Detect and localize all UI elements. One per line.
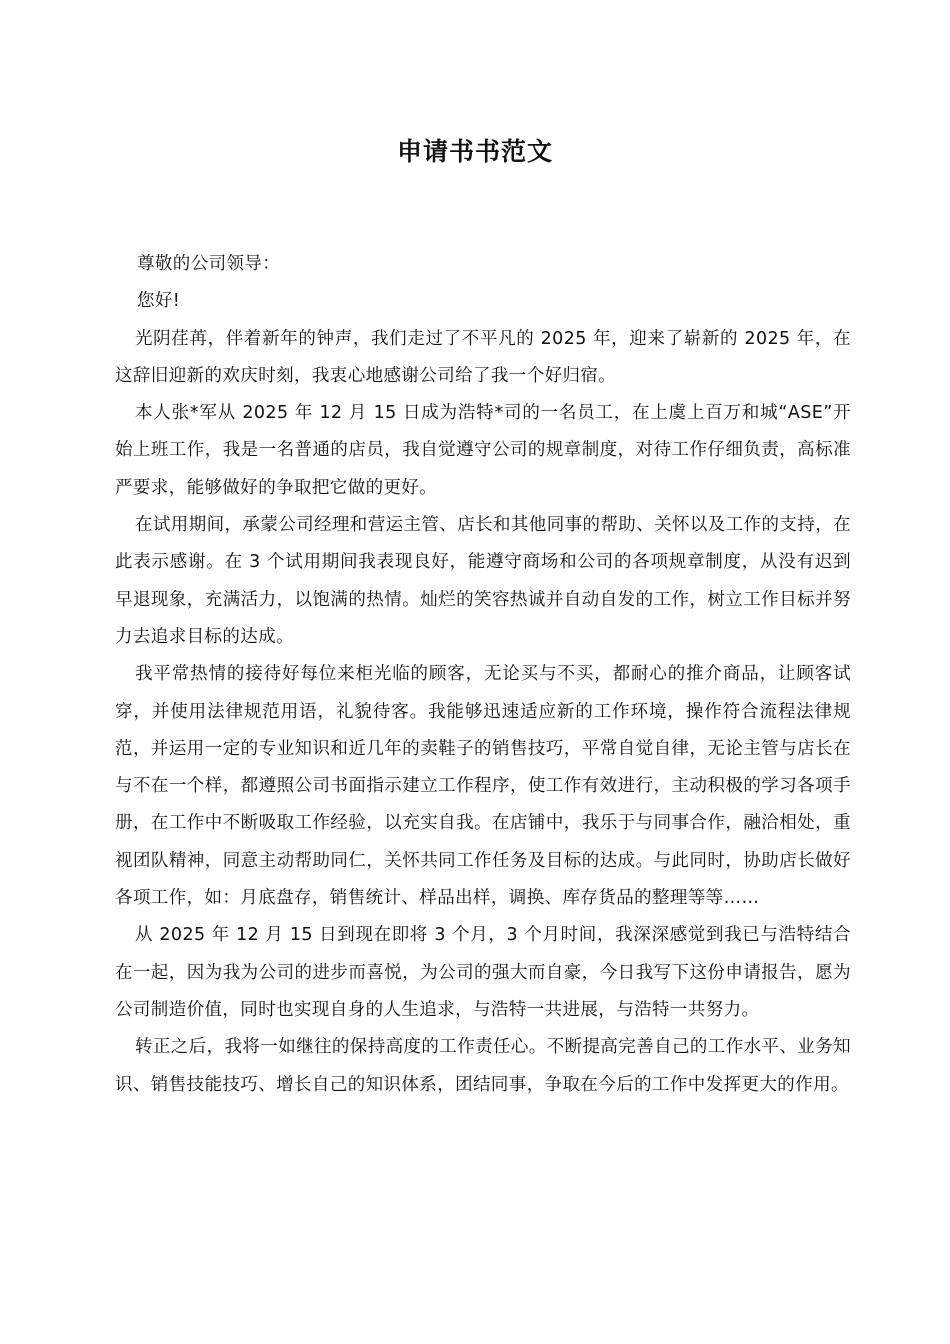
- paragraph: 在试用期间，承蒙公司经理和营运主管、店长和其他同事的帮助、关怀以及工作的支持，在此表示感谢。在 3 个试用期间我表现良好，能遵守商场和公司的各项规章制度，从没有迟到早退现象，充满活力，以饱满的热情。灿烂的笑容热诚并自动自发的工作，树立工作目标并努力去追求目标的达成。: [115, 515, 851, 647]
- paragraph: 本人张*军从 2025 年 12 月 15 日成为浩特*司的一名员工，在上虞上百万和城“ASE”开始上班工作，我是一名普通的店员，我自觉遵守公司的规章制度，对待工作仔细负责，高标准严要求，能够做好的争取把它做的更好。: [115, 403, 851, 498]
- document-body: [115, 246, 851, 1104]
- salutation: 尊敬的公司领导：: [137, 254, 281, 274]
- paragraph: 转正之后，我将一如继往的保持高度的工作责任心。不断提高完善自己的工作水平、业务知识、销售技能技巧、增长自己的知识体系，团结同事，争取在今后的工作中发挥更大的作用。: [115, 1037, 851, 1095]
- paragraph: 从 2025 年 12 月 15 日到现在即将 3 个月，3 个月时间，我深深感觉到我已与浩特结合在一起，因为我为公司的进步而喜悦，为公司的强大而自豪，今日我写下这份申请报告，愿为公司制造价值，同时也实现自身的人生追求，与浩特一共进展，与浩特一共努力。: [115, 925, 851, 1020]
- greeting: 您好!: [137, 291, 181, 312]
- paragraph: 光阴荏苒，伴着新年的钟声，我们走过了不平凡的 2025 年，迎来了崭新的 2025 年，在这辞旧迎新的欢庆时刻，我衷心地感谢公司给了我一个好归宿。: [115, 328, 851, 386]
- paragraph: 我平常热情的接待好每位来柜光临的顾客，无论买与不买，都耐心的推介商品，让顾客试穿，并使用法律规范用语，礼貌待客。我能够迅速适应新的工作环境，操作符合流程法律规范，并运用一定的专业知识和近几年的卖鞋子的销售技巧，平常自觉自律，无论主管与店长在与不在一个样，都遵照公司书面指示建立工作程序，使工作有效进行，主动积极的学习各项手册，在工作中不断吸取工作经验，以充实自我。在店铺中，我乐于与同事合作，融洽相处，重视团队精神，同意主动帮助同仁，关怀共同工作任务及目标的达成。与此同时，协助店长做好各项工作，如：月底盘存，销售统计、样品出样，调换、库存货品的整理等等……: [115, 664, 851, 909]
- document-title: 申请书书范文: [396, 137, 553, 166]
